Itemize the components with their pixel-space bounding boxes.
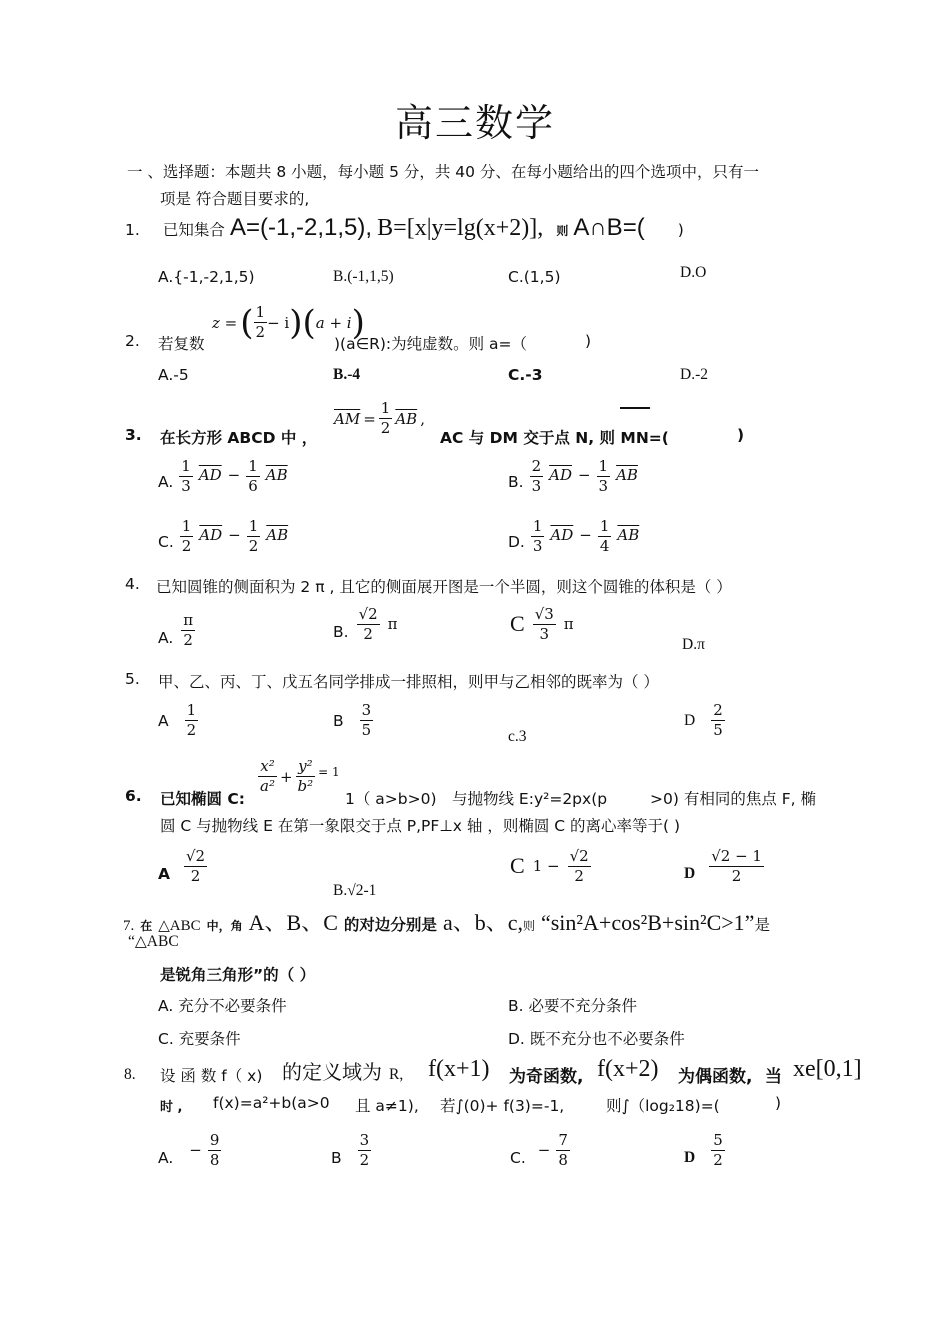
- close-paren: ): [737, 426, 745, 444]
- q6-option-b: B.√2-1: [333, 882, 377, 899]
- q3-option-a: A. $\frac{1}{3}$ $\overline{AD}$ − $\frac{1}{6}$ $\overline{AB}$: [158, 457, 288, 495]
- formula-a-plus-i: a + i: [315, 313, 352, 332]
- formula-minus-i: − i: [267, 313, 290, 332]
- question-text-cont: 的定义域为: [282, 1060, 382, 1084]
- dang-text: 当: [765, 1067, 782, 1087]
- question-number: 6.: [125, 787, 142, 805]
- even-function-text: 为偶函数,: [678, 1067, 753, 1087]
- question-text: 在长方形 ABCD 中 ，: [160, 429, 318, 447]
- question-text-line2: 且 a≠1),: [355, 1097, 419, 1115]
- q7-option-d: D. 既不充分也不必要条件: [508, 1030, 685, 1048]
- question-number: 5.: [125, 670, 140, 688]
- q3-option-d: D. $\frac{1}{3}$ $\overline{AD}$ − $\frac{1}{4}$ $\overline{AB}$: [508, 517, 640, 555]
- q5-option-d: D $\frac{2}{5}$: [684, 701, 723, 739]
- ze-text: 则: [556, 224, 569, 238]
- q5-option-b: B $\frac{3}{5}$: [333, 701, 372, 739]
- q7-option-b: B. 必要不充分条件: [508, 997, 637, 1015]
- fraction-half: $\frac{1}{2}$: [380, 399, 391, 437]
- question-text: 设 函 数 f（ x): [160, 1067, 263, 1085]
- q4-option-b: B. $\frac{√2}{2}$ π: [333, 605, 398, 643]
- question-number: 7.: [123, 918, 135, 934]
- question-text: 已知集合: [162, 221, 225, 239]
- complex-formula: z = ( $\frac{1}{2}$ − i )( a + i ): [212, 302, 365, 343]
- set-a: A=(-1,-2,1,5),: [230, 214, 373, 241]
- question-text: 甲、乙、丙、丁、戊五名同学排成一排照相，则甲与乙相邻的既率为（ ）: [158, 673, 659, 691]
- ellipse-formula: $\frac{\text{x²}}{\text{a²}}$ + $\frac{\text{y²}}{\text{b²}}$ = 1: [260, 757, 340, 795]
- question-text-line3: 是锐角三角形”的（ ）: [160, 966, 316, 984]
- q7-option-c: C. 充要条件: [158, 1030, 241, 1048]
- question-number: 3.: [125, 426, 142, 444]
- domain-r: R,: [389, 1066, 404, 1083]
- page-title: 高三数学: [394, 101, 555, 145]
- vector-am-formula: $\overline{AM}$ = $\frac{1}{2}$ $\overline{AB}$ ,: [334, 399, 425, 437]
- close-paren: ): [677, 221, 684, 239]
- question-text-cont: AC 与 DM 交于点 N, 则 MN=(: [440, 429, 669, 447]
- q4-option-c: C $\frac{√3}{3}$ π: [510, 605, 574, 643]
- q6-option-c: C 1 − $\frac{√2}{2}$: [510, 847, 589, 885]
- q2-option-d: D.-2: [680, 366, 708, 383]
- q1-option-d: D.O: [680, 264, 707, 281]
- vector-am: $\overline{AM}$: [334, 409, 361, 428]
- odd-function-text: 为奇函数,: [509, 1067, 584, 1087]
- fraction-half: $\frac{1}{2}$: [255, 303, 266, 341]
- question-text-cont: )(a∈R):为纯虚数。则 a=（: [334, 335, 528, 353]
- question-text-line2: 若∫(0)+ f(3)=-1,: [440, 1097, 565, 1115]
- q2-option-c: C.-3: [508, 366, 543, 384]
- question-text-line2: 时 ,: [160, 1100, 183, 1115]
- question-number: 4.: [125, 575, 140, 593]
- q1-option-b: B.(-1,1,5): [333, 268, 394, 285]
- q4-option-a: A. $\frac{\pi}{2}$: [158, 611, 194, 649]
- q2-option-a: A.-5: [158, 366, 189, 384]
- question-text-line2: “△ABC: [128, 933, 179, 950]
- q3-option-b: B. $\frac{2}{3}$ $\overline{AD}$ − $\frac{1}{3}$ $\overline{AB}$: [508, 457, 638, 495]
- q1-option-a: A.{-1,-2,1,5): [158, 268, 255, 286]
- intersection: A∩B=(: [573, 214, 645, 241]
- question-text-line2: 圆 C 与抛物线 E 在第一象限交于点 P,PF⊥x 轴 ，则椭圆 C 的离心率等于( ): [160, 817, 681, 835]
- close-paren: ): [775, 1094, 782, 1112]
- question-number: 2.: [125, 332, 140, 350]
- x-range: xe[0,1]: [793, 1056, 862, 1082]
- q6-option-d: D $\frac{√2 - 1}{2}$: [684, 847, 762, 885]
- set-b: B=[x|y=lg(x+2)],: [377, 215, 544, 241]
- question-text-line2: 则∫（log₂18)=(: [606, 1097, 720, 1115]
- q3-option-c: C. $\frac{1}{2}$ $\overline{AD}$ − $\frac{1}{2}$ $\overline{AB}$: [158, 517, 289, 555]
- q8-option-a: A. − $\frac{9}{8}$: [158, 1131, 220, 1169]
- formula-z: z =: [212, 313, 238, 332]
- question-text-cont: >0) 有相同的焦点 F, 椭: [650, 790, 817, 808]
- mn-overline: [620, 407, 650, 409]
- vector-ab: $\overline{AB}$: [395, 409, 418, 428]
- q6-option-a: A $\frac{√2}{2}$: [158, 847, 206, 885]
- question-number: 1.: [125, 221, 140, 239]
- question-text: 若复数: [158, 335, 205, 353]
- f-x-plus-2: f(x+2): [597, 1056, 659, 1082]
- question-1: [125, 214, 684, 248]
- f-x-plus-1: f(x+1): [428, 1056, 490, 1082]
- q7-option-a: A. 充分不必要条件: [158, 997, 287, 1015]
- question-text: 已知圆锥的侧面积为 2 π , 且它的侧面展开图是一个半圆，则这个圆锥的体积是（ ）: [156, 578, 732, 596]
- q2-option-b: B.-4: [333, 366, 361, 383]
- question-text-cont: 1（ a>b>0): [345, 790, 437, 808]
- q5-option-a: A $\frac{1}{2}$: [158, 701, 197, 739]
- question-7: 7. 在 △ABC 中，角 A、B、C 的对边分别是 a、b、c, 则 “sin²A+cos²B+sin²C>1” 是: [123, 910, 770, 935]
- q4-option-d: D.π: [682, 636, 705, 653]
- close-paren: ): [585, 332, 592, 350]
- question-text: 已知椭圆 C:: [160, 790, 245, 808]
- question-text-line2: f(x)=a²+b(a>0: [213, 1094, 330, 1112]
- q8-option-c: C. − $\frac{7}{8}$: [510, 1131, 568, 1169]
- question-number: 8.: [124, 1066, 136, 1083]
- q1-option-c: C.(1,5): [508, 268, 561, 286]
- q8-option-b: B $\frac{3}{2}$: [331, 1131, 370, 1169]
- q5-option-c: c.3: [508, 728, 527, 745]
- q8-option-d: D $\frac{5}{2}$: [684, 1131, 723, 1169]
- section-instructions-line1: 一 、选择题：本题共 8 小题，每小题 5 分，共 40 分、在每小题给出的四个选项中，只有一: [127, 163, 759, 181]
- section-instructions-line2: 项是 符合题目要求的,: [160, 190, 310, 208]
- question-text-cont: 与抛物线 E:y²=2px(p: [452, 790, 608, 808]
